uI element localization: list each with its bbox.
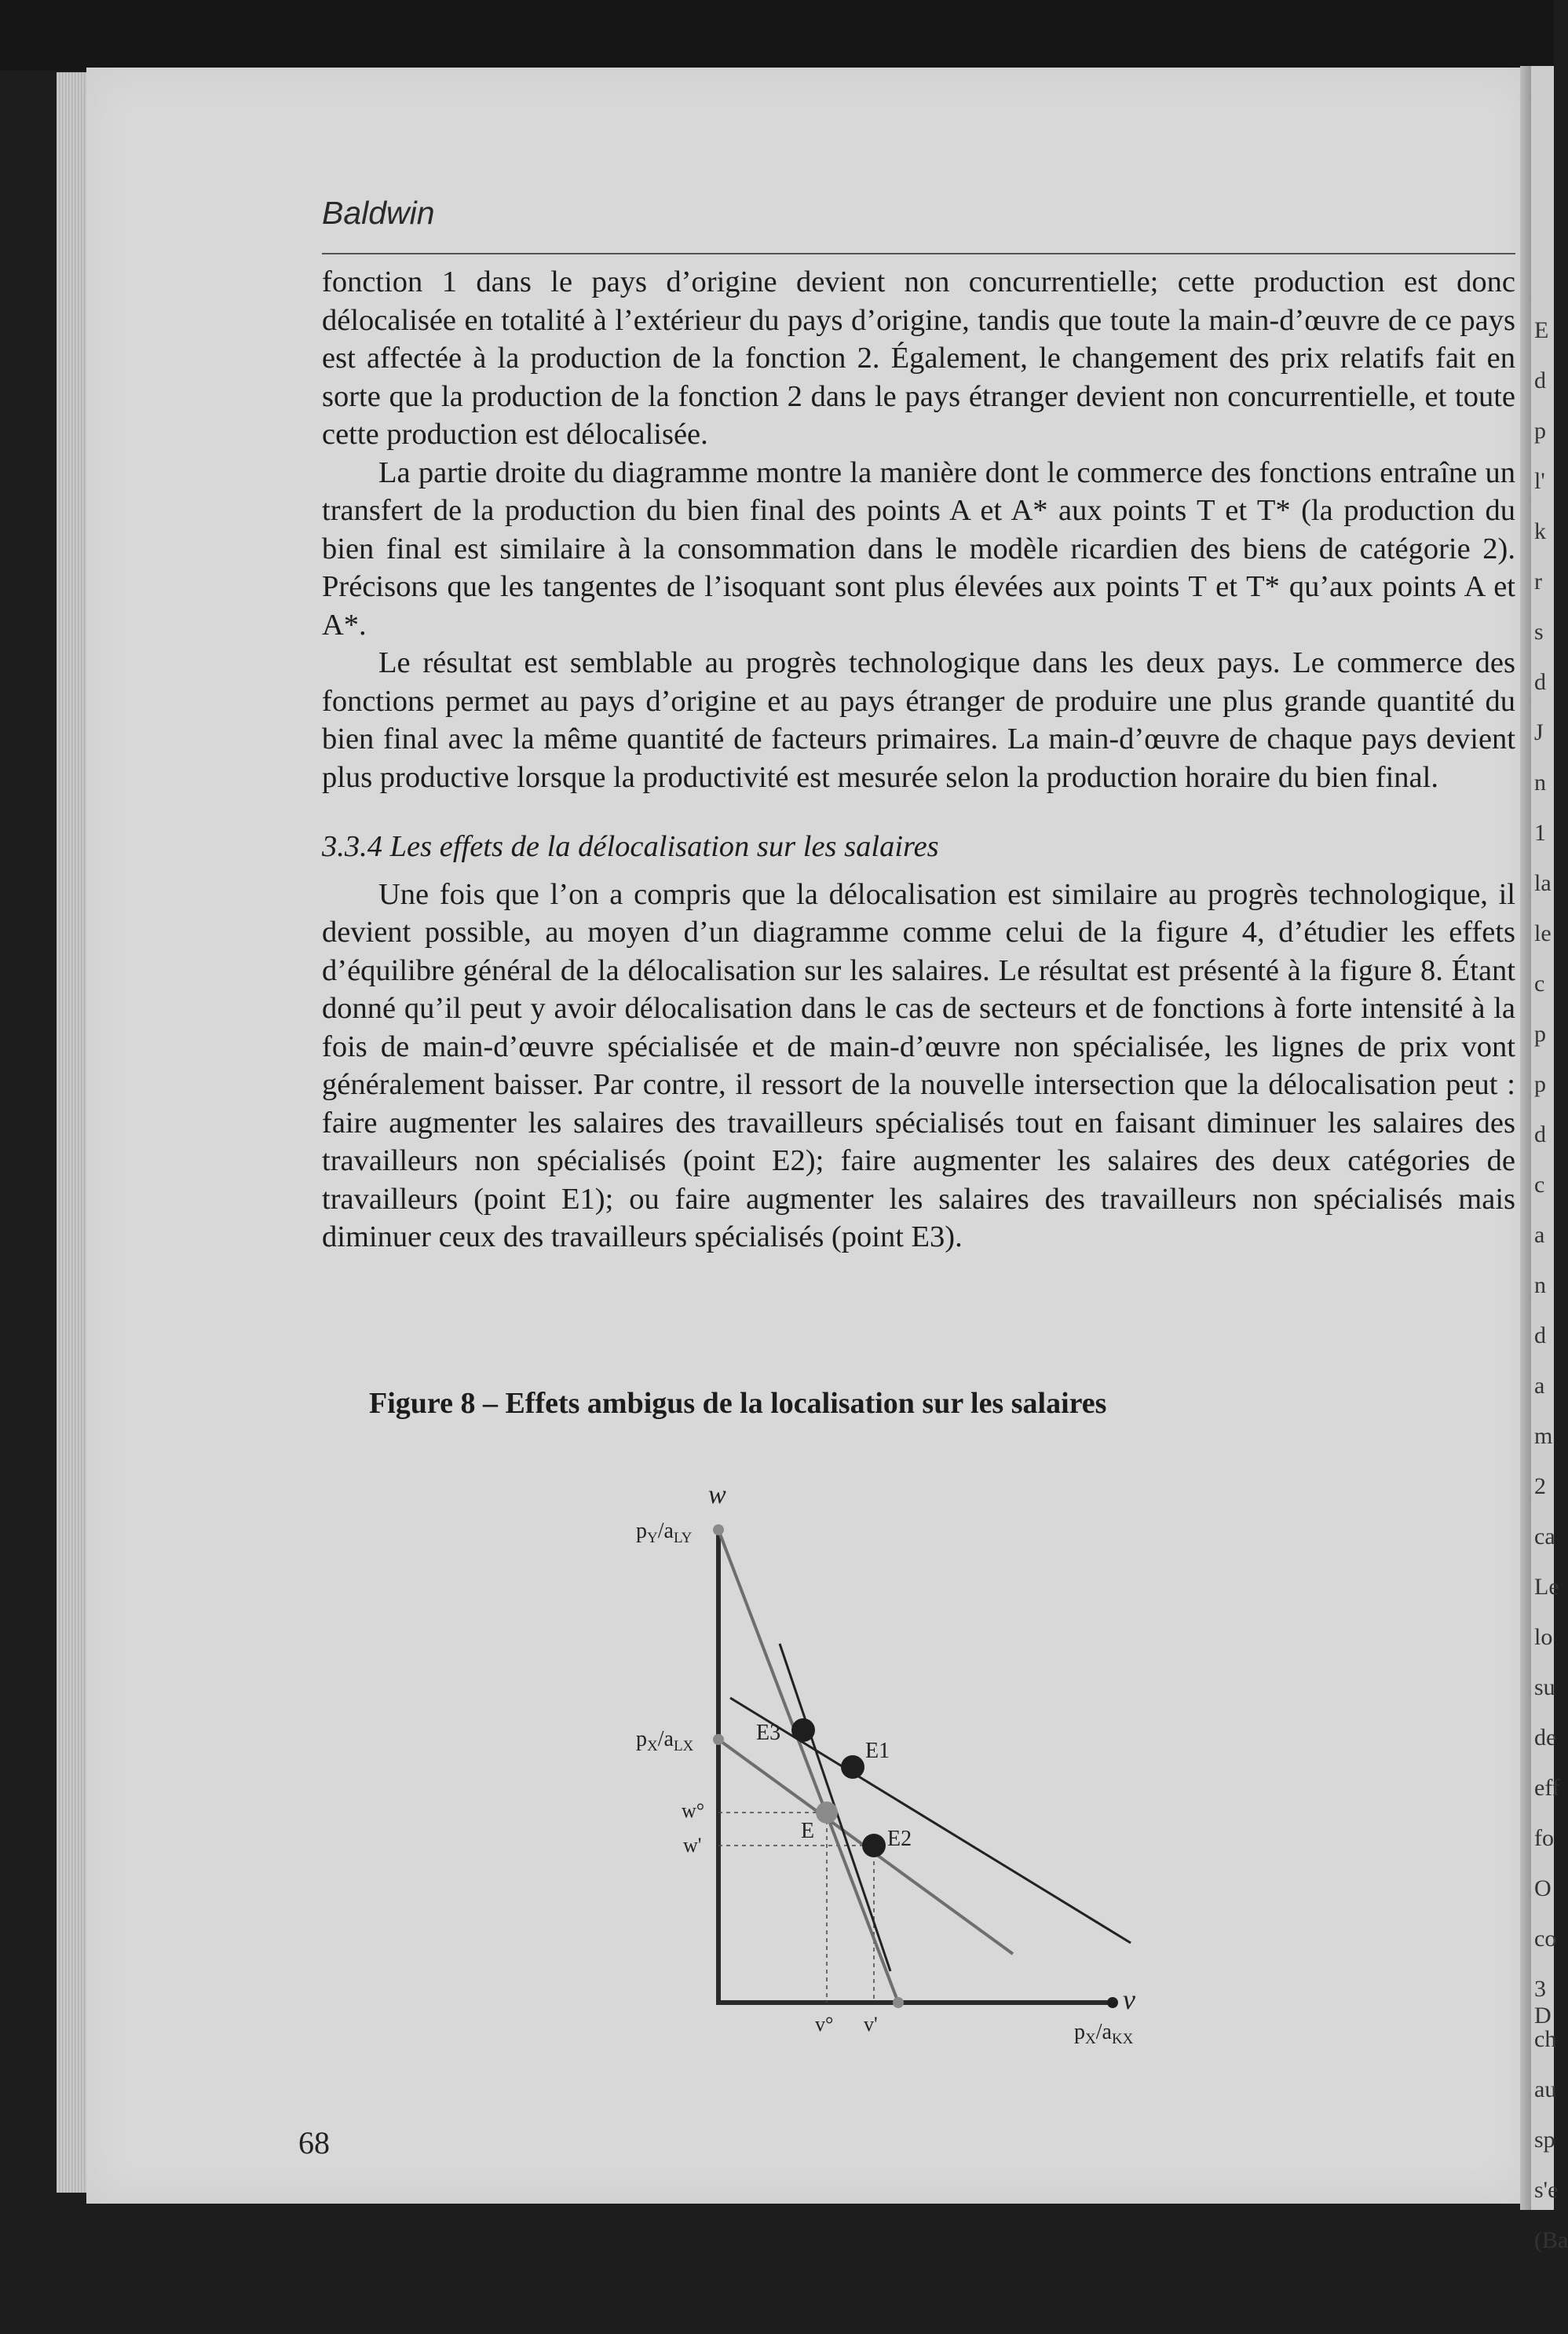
label-pxalx: $p_X/a_{LX}$ bbox=[636, 1727, 694, 1754]
adjacent-page-fragment: 1 bbox=[1534, 820, 1546, 846]
adjacent-page-fragment: m bbox=[1534, 1423, 1553, 1449]
adjacent-page-fragment: p bbox=[1534, 1021, 1546, 1047]
label-pyaly: $p_Y/a_{LY}$ bbox=[636, 1519, 693, 1546]
adjacent-page-fragment: sp bbox=[1534, 2127, 1555, 2153]
point-E3 bbox=[791, 1718, 815, 1742]
paragraph: Une fois que l’on a compris que la délocalisation est similaire au progrès technologique, il devient possible, au moyen d’un diagramme comme celui de la figure 4, d’étudier les effets d’équilibre général de la délocalisation sur les salaires. Le résultat est présenté à la figure 8. Étant donné qu’il peut y avoir délocalisation dans le cas de secteurs et de fonctions à forte intensité à la fois de main-d’œuvre spécialisée et de main-d’œuvre non spécialisée, les lignes de prix vont généralement baisser. Par contre, il ressort de la nouvelle intersection que la délocalisation peut : faire augmenter les salaires des travailleurs spécialisés tout en faisant diminuer les salaires des travailleurs non spécialisés (point E2); faire augmenter les salaires des deux catégories de travailleurs (point E1); ou faire augmenter les salaires des travailleurs non spécialisés mais diminuer ceux des travailleurs spécialisés (point E3). bbox=[322, 877, 1515, 1253]
label-w0: w° bbox=[682, 1799, 705, 1822]
label-v1: v' bbox=[864, 2013, 878, 2036]
running-head: Baldwin bbox=[322, 195, 435, 231]
paragraph: Le résultat est semblable au progrès technologique dans les deux pays. Le commerce des fonctions permet au pays d’origine et au pays étranger de produire une plus grande quantité du bien final avec la même quantité de facteurs primaires. La main-d’œuvre de chaque pays devient plus productive lorsque la productivité est mesurée selon la production horaire du bien final. bbox=[322, 646, 1515, 794]
label-E2: E2 bbox=[887, 1827, 912, 1851]
point-pxalx bbox=[713, 1734, 724, 1745]
y-axis-label: w bbox=[708, 1480, 726, 1509]
paragraph: La partie droite du diagramme montre la manière dont le commerce des fonctions entraîne un transfert de la production du bien final des points A et A* aux points T et T* (la production du bien final est similaire à la consommation dans le modèle ricardien des biens de catégorie 2). Précisons que les tangentes de l’isoquant sont plus élevées aux points T et T* qu’aux points A et A*. bbox=[322, 455, 1515, 642]
adjacent-page-fragment: le bbox=[1534, 920, 1552, 946]
adjacent-page-fragment: d bbox=[1534, 1121, 1546, 1147]
x-axis-label: v bbox=[1123, 1984, 1135, 2015]
adjacent-page-fragment: eff bbox=[1534, 1775, 1560, 1801]
point-E bbox=[816, 1802, 838, 1824]
adjacent-page-fragment: n bbox=[1534, 770, 1546, 796]
point-pyaly bbox=[713, 1524, 724, 1535]
adjacent-page-fragment: p bbox=[1534, 1071, 1546, 1097]
label-v0: v° bbox=[815, 2013, 834, 2036]
adjacent-page-fragment: c bbox=[1534, 1172, 1545, 1198]
paragraph-continued: fonction 1 dans le pays d’origine devient non concurrentielle; cette production est donc délocalisée en totalité à l’extérieur du pays d’origine, tandis que toute la main-d’œuvre de ce pays est affectée à la production de la fonction 2. Également, le changement des prix relatifs fait en sorte que la production de la fonction 2 dans le pays étranger devient non concurrentielle, et toute cette production est délocalisée. bbox=[322, 265, 1515, 451]
adjacent-page-fragment: ch bbox=[1534, 2026, 1557, 2052]
book-gutter bbox=[1520, 66, 1531, 2210]
label-pxakx: $p_X/a_{KX}$ bbox=[1074, 2020, 1134, 2047]
point-E2 bbox=[862, 1834, 886, 1857]
adjacent-page-fragment: Le bbox=[1534, 1574, 1559, 1600]
section-heading: 3.3.4 Les effets de la délocalisation sur les salaires bbox=[322, 830, 939, 863]
adjacent-page-fragment: fo bbox=[1534, 1825, 1554, 1851]
adjacent-page-fragment: n bbox=[1534, 1272, 1546, 1298]
body-text bbox=[322, 263, 1515, 1257]
adjacent-page-fragment: lo bbox=[1534, 1624, 1553, 1650]
adjacent-page-fragment: c bbox=[1534, 971, 1545, 997]
point-v-intercept bbox=[893, 1997, 904, 2008]
adjacent-page-fragment: 2 bbox=[1534, 1473, 1546, 1499]
adjacent-page-fragment: O bbox=[1534, 1875, 1552, 1901]
adjacent-page-fragment: d bbox=[1534, 669, 1546, 695]
adjacent-page-fragment: (Ba bbox=[1534, 2227, 1568, 2253]
label-E1: E1 bbox=[865, 1739, 890, 1763]
adjacent-page-fragment: ca bbox=[1534, 1524, 1555, 1549]
label-E: E bbox=[801, 1819, 815, 1843]
point-pxakx bbox=[1107, 1997, 1118, 2008]
adjacent-page-fragment: d bbox=[1534, 1322, 1546, 1348]
adjacent-page-fragment: au bbox=[1534, 2076, 1557, 2102]
label-w1: w' bbox=[683, 1834, 702, 1857]
adjacent-page-fragment: a bbox=[1534, 1222, 1545, 1248]
background-top bbox=[0, 0, 1554, 71]
adjacent-page-fragment: su bbox=[1534, 1674, 1555, 1700]
adjacent-page-fragment: E bbox=[1534, 317, 1549, 343]
adjacent-page-fragment: p bbox=[1534, 418, 1546, 444]
wage-diagram bbox=[612, 1437, 1209, 2058]
adjacent-page-fragment: d bbox=[1534, 368, 1546, 393]
adjacent-page-fragment: k bbox=[1534, 518, 1546, 544]
point-E1 bbox=[841, 1755, 864, 1779]
adjacent-page-strip bbox=[1531, 66, 1568, 2253]
adjacent-page-fragment: co bbox=[1534, 1926, 1557, 1952]
page-number: 68 bbox=[298, 2125, 330, 2160]
adjacent-page-fragment: l' bbox=[1534, 468, 1545, 494]
adjacent-page-fragment: s bbox=[1534, 619, 1544, 645]
adjacent-page-fragment: de bbox=[1534, 1725, 1557, 1750]
adjacent-page-fragment: a bbox=[1534, 1373, 1545, 1399]
header-rule bbox=[322, 253, 1515, 254]
grey-price-line-steep bbox=[718, 1530, 898, 2003]
adjacent-page-fragment: la bbox=[1534, 870, 1552, 896]
label-E3: E3 bbox=[756, 1721, 781, 1745]
adjacent-page-fragment: 3 D bbox=[1534, 1976, 1552, 2029]
dark-price-line-flat bbox=[730, 1698, 1131, 1943]
figure-title: Figure 8 – Effets ambigus de la localisation sur les salaires bbox=[369, 1387, 1107, 1420]
adjacent-page-fragment: J bbox=[1534, 719, 1544, 745]
adjacent-page-fragment: r bbox=[1534, 569, 1542, 594]
adjacent-page-fragment: s'e bbox=[1534, 2177, 1559, 2203]
